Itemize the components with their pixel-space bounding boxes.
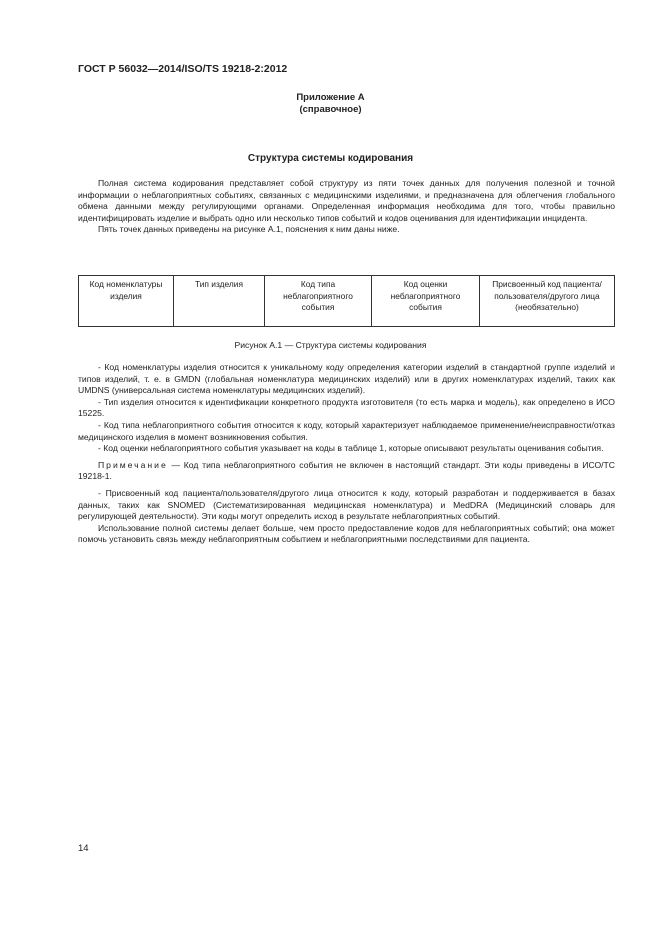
note-text: — Код типа неблагоприятного события не включен в настоящий стандарт. Эти коды приведены в ИСО/ТС 19218-1. [78,459,616,482]
diagram-cell-patient-code: Присвоенный код пациента/пользователя/другого лица (необязательно) [492,279,602,312]
explanation-text [78,362,615,546]
explanation-paragraph: - Тип изделия относится к идентификации конкретного продукта изготовителя (то есть марка и модель), как определено в ИСО 15225. [78,396,615,419]
closing-paragraph: Использование полной системы делает больше, чем просто предоставление кодов для неблагоприятных событий; она может помочь установить связь между неблагоприятным событием и неблагоприятными последствиями для пациента. [78,522,615,545]
intro-paragraph: Пять точек данных приведены на рисунке А.1, пояснения к ним даны ниже. [98,224,400,235]
patient-code-paragraph: - Присвоенный код пациента/пользователя/другого лица относится к коду, который разработан и поддерживается в базах данных, таких как SNOMED (Систематизированная медицинская номенклатура) и MedDRA (Медицинский словарь для регулирующей деятельности). Эти коды могут определить исход в результате неблагоприятных событий. [78,487,615,522]
note-label: Примечание [98,459,168,470]
explanation-paragraph: - Код номенклатуры изделия относится к уникальному коду определения категории изделий в стандартной группе изделий и типов изделий, т. е. в GMDN (глобальная номенклатура медицинских изделий) или в других номенклатурах изделий, таких как UMDNS (универсальная система номенклатуры медицинских изделий). [78,362,615,396]
diagram-cell-nomenclature-code: Код номенклатуры изделия [79,276,174,326]
diagram-cell-device-type: Тип изделия [174,276,265,326]
explanation-paragraph: - Код типа неблагоприятного события относится к коду, который характеризует наблюдаемое применение/неисправности/отказ медицинского изделия в момент возникновения события. [78,419,615,442]
document-header: ГОСТ Р 56032—2014/ISO/TS 19218-2:2012 [78,63,288,75]
note-paragraph [78,460,615,483]
annex-heading [0,92,661,116]
intro-text [78,178,615,236]
coding-structure-diagram [78,275,615,327]
annex-title: Приложение А [296,92,365,103]
explanation-paragraph: - Код оценки неблагоприятного события указывает на коды в таблице 1, которые описывают результаты оценивания события. [98,443,604,454]
diagram-cell-event-type-code: Код типа неблагоприятного события [265,276,372,326]
diagram-cell-evaluation-code: Код оценки неблагоприятного события [372,276,480,326]
figure-caption: Рисунок А.1 — Структура системы кодирования [234,340,427,350]
section-title: Структура системы кодирования [247,153,414,164]
annex-subtitle: (справочное) [299,104,362,115]
page-number: 14 [78,843,89,854]
intro-paragraph: Полная система кодирования представляет собой структуру из пяти точек данных для получения полезной и точной информации о неблагоприятных событиях, связанных с медицинскими изделиями, и предназначена для облегчения глобального обмена данными между регулирующими органами. Определенная информация необходима для того, чтобы правильно идентифицировать изделие и выбрать одно или несколько типов событий и кодов оценивания для идентификации инцидента. [78,178,615,223]
